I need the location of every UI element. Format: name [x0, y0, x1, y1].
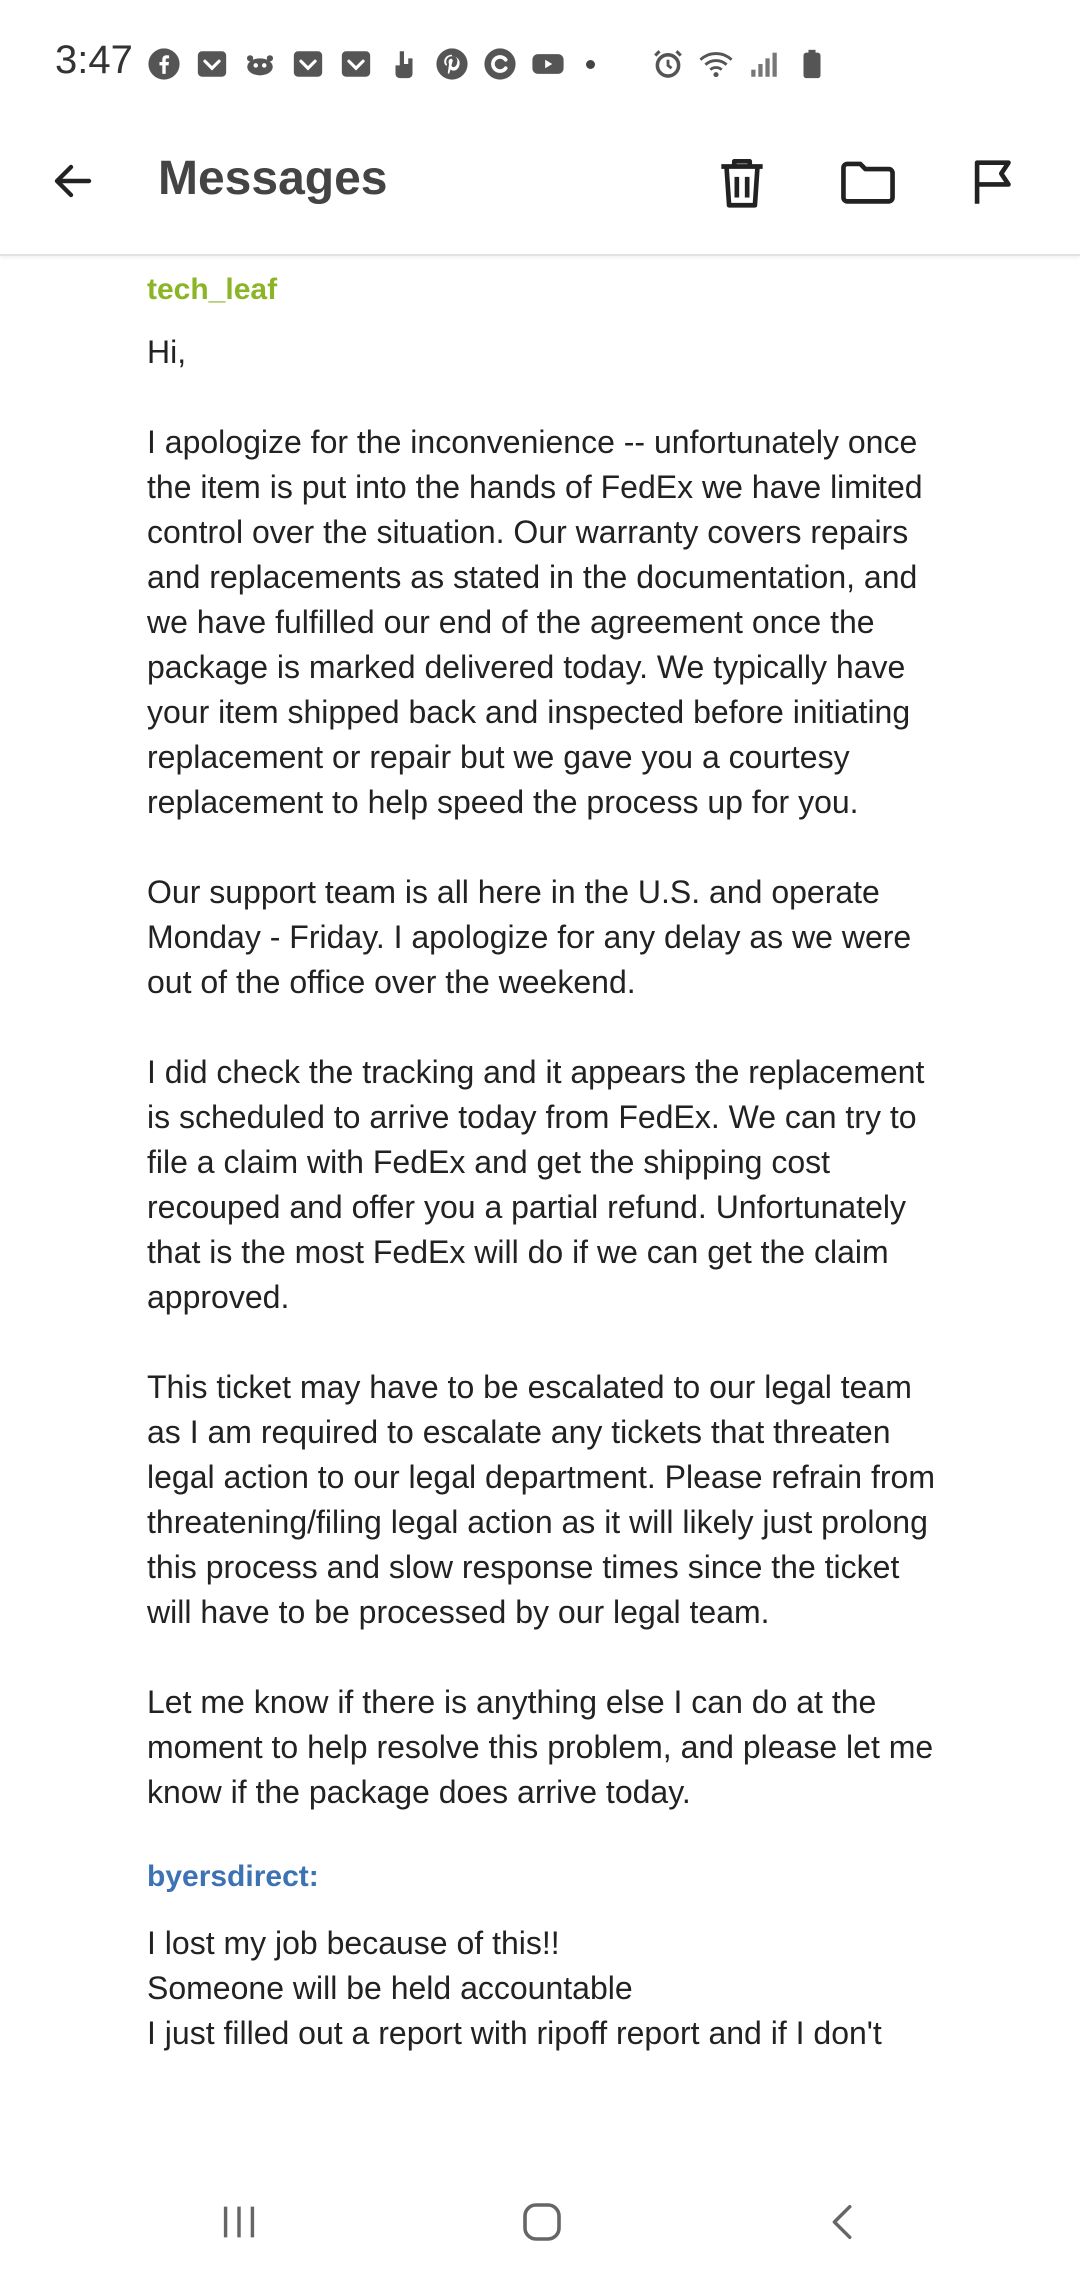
reddit-icon	[242, 46, 278, 82]
signal-icon	[746, 46, 782, 82]
app-bar	[0, 128, 1080, 256]
message-thread	[147, 254, 947, 2056]
folder-icon	[837, 151, 899, 213]
battery-icon	[794, 46, 830, 82]
more-notifications-dot	[586, 60, 595, 69]
home-icon	[518, 2198, 566, 2246]
back-icon	[821, 2199, 867, 2245]
facebook-icon	[146, 46, 182, 82]
pocket-icon	[290, 46, 326, 82]
system-navigation-bar	[0, 2152, 1080, 2280]
delete-icon	[711, 151, 773, 213]
system-icons	[650, 46, 830, 82]
page-title: Messages	[158, 152, 388, 205]
move-to-folder-button[interactable]	[832, 146, 904, 218]
back-arrow-icon	[49, 157, 97, 205]
delete-button[interactable]	[706, 146, 778, 218]
message-sender[interactable]: tech_leaf	[147, 273, 278, 306]
message-body: Hi, I apologize for the inconvenience -- unfortunately once the item is put into the hands of FedEx we have limited control over the situation. Our warranty covers repairs and replacements as stated in the documentation, and we have fulfilled our end of the agreement once the package is marked delivered today. We typically have your item shipped back and inspected before initiating replacement or repair but we gave you a courtesy replacement to help speed the process up for you. Our support team is all here in the U.S. and operate Monday - Friday. I apologize for any delay as we were out of the office over the weekend. I did check the tracking and it appears the replacement is scheduled to arrive today from FedEx. We can try to file a claim with FedEx and get the shipping cost recouped and offer you a partial refund. Unfortunately that is the most FedEx will do if we can get the claim approved. This ticket may have to be escalated to our legal team as I am required to escalate any tickets that threaten legal action to our legal department. Please refrain from threatening/filing legal action as it will likely just prolong this process and slow response times since the ticket will have to be processed by our legal team. Let me know if there is anything else I can do at the moment to help resolve this problem, and please let me know if the package does arrive today.	[147, 334, 935, 1810]
home-button[interactable]	[506, 2192, 578, 2252]
flag-button[interactable]	[958, 146, 1030, 218]
pocket-icon	[338, 46, 374, 82]
recents-button[interactable]	[203, 2192, 275, 2252]
notification-icons	[146, 46, 603, 82]
recents-icon	[216, 2199, 262, 2245]
back-button[interactable]	[808, 2192, 880, 2252]
youtube-icon	[530, 46, 566, 82]
status-time: 3:47	[55, 38, 133, 82]
pocket-icon	[194, 46, 230, 82]
c-app-icon	[482, 46, 518, 82]
alarm-icon	[650, 46, 686, 82]
status-bar	[0, 0, 1080, 128]
message-sender[interactable]: byersdirect:	[147, 1860, 319, 1893]
flag-icon	[965, 153, 1023, 211]
pinterest-icon	[434, 46, 470, 82]
back-arrow-button[interactable]	[42, 150, 104, 212]
hand-icon	[386, 46, 422, 82]
wifi-icon	[698, 46, 734, 82]
message-body: I lost my job because of this!! Someone will be held accountable I just filled out a report with ripoff report and if I don't	[147, 1925, 882, 2051]
